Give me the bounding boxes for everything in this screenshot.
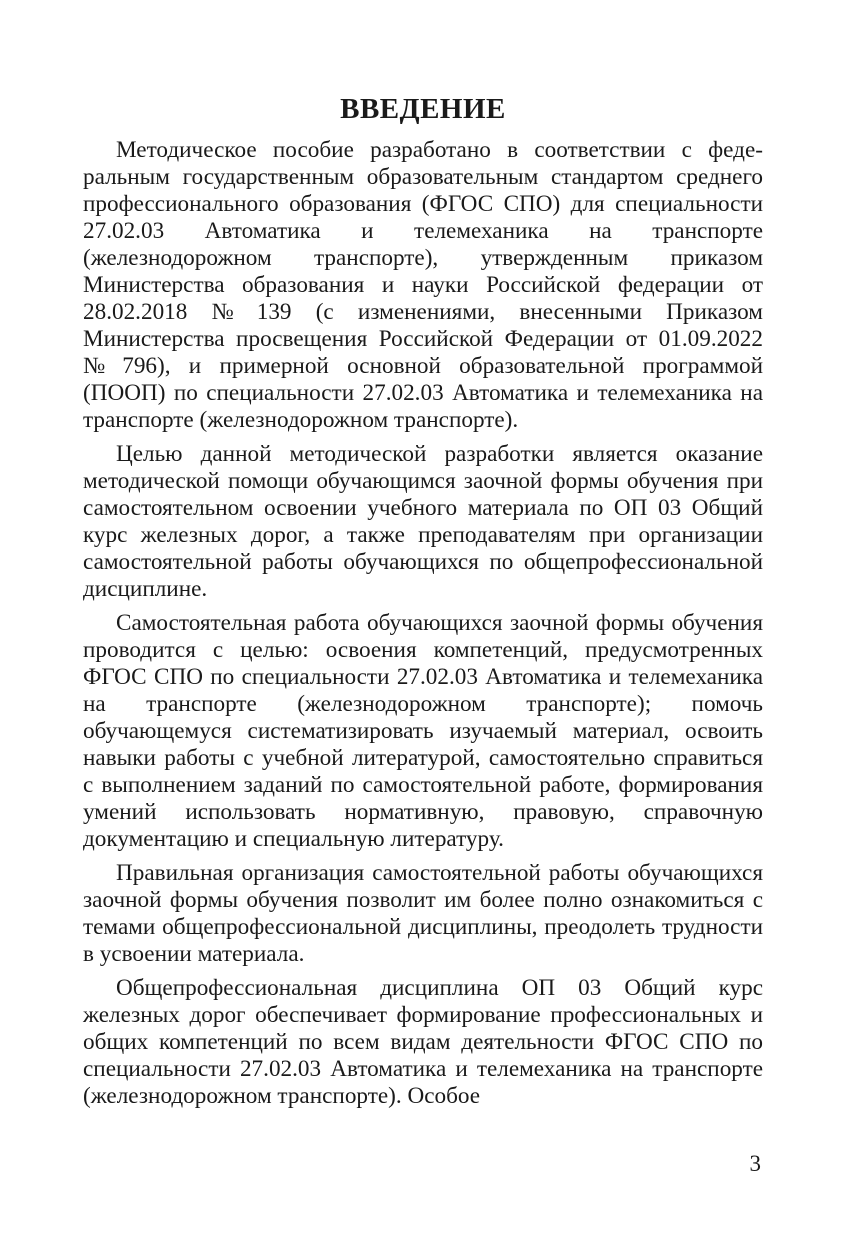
page-content (83, 92, 763, 1117)
paragraph-5: Общепрофессиональная дисциплина ОП 03 Общий курс железных дорог обеспечивает формирование профессиональных и общих компетенций по всем видам деятельности ФГОС СПО по специальности 27.02.03 Автоматика и телемеханика на транспорте (железнодорожном транспорте). Особое (83, 974, 763, 1109)
page-number: 3 (749, 1151, 761, 1176)
paragraph-2: Целью данной методической разработки является оказание методической помощи обучающимся заочной формы обучения при самостоятельном освоении учебного материала по ОП 03 Общий курс железных дорог, а также преподавателям при организации самостоятельной работы обучающихся по общепрофессиональной дисциплине. (83, 440, 763, 602)
section-title: ВВЕДЕНИЕ (340, 93, 506, 125)
paragraph-1: Методическое пособие разработано в соответствии с федеральным государственным образовательным стандартом среднего профессионального образования (ФГОС СПО) для специальности 27.02.03 Автоматика и телемеханика на транспорте (железнодорожном транспорте), утвержденным приказом Министерства образования и науки Российской федерации от 28.02.2018 № 139 (с изменениями, внесенными Приказом Министерства просвещения Российской Федерации от 01.09.2022 № 796), и примерной основной образовательной программой (ПООП) по специальности 27.02.03 Автоматика и телемеханика на транспорте (железнодорожном транспорте). (83, 136, 763, 433)
paragraph-4: Правильная организация самостоятельной работы обучающихся заочной формы обучения позволит им более полно ознакомиться с темами общепрофессиональной дисциплины, преодолеть трудности в усвоении материала. (83, 859, 763, 967)
paragraph-3: Самостоятельная работа обучающихся заочной формы обучения проводится с целью: освоения компетенций, предусмотренных ФГОС СПО по специальности 27.02.03 Автоматика и телемеханика на транспорте (железнодорожном транспорте); помочь обучающемуся систематизировать изучаемый материал, освоить навыки работы с учебной литературой, самостоятельно справиться с выполнением заданий по самостоятельной работе, формирования умений использовать нормативную, правовую, справочную документацию и специальную литературу. (83, 609, 763, 852)
